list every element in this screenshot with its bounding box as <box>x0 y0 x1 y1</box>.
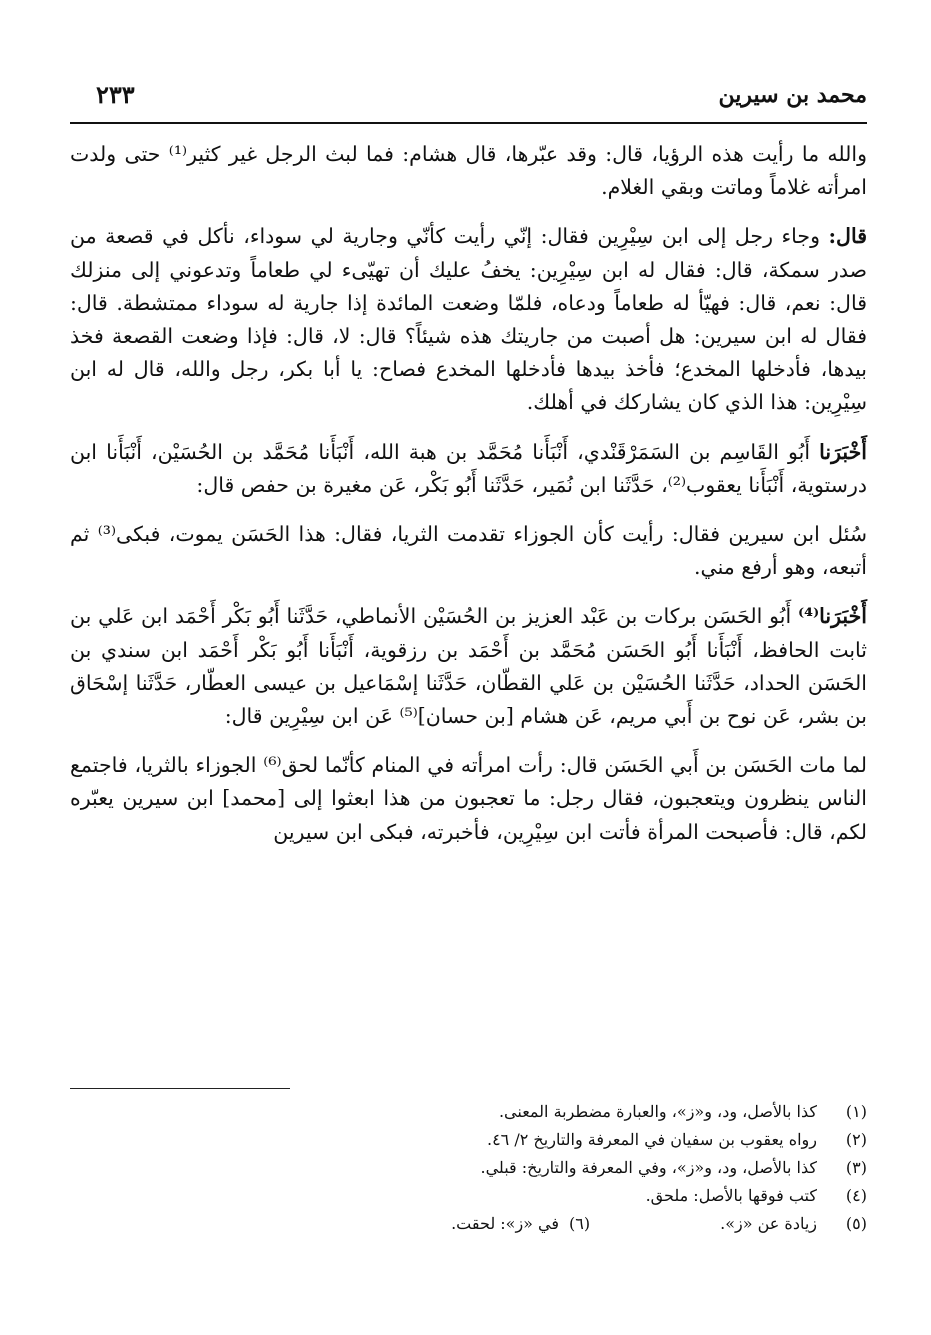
footnote <box>70 1126 867 1154</box>
paragraph-text: أَبُو القَاسِم بن السَمَرْقَنْدي، أَنْبَأَنا مُحَمَّد بن هبة الله، أَنْبَأَنا مُحَمَّد بن الحُسَيْن، أَنْبَأَنا ابن درستوية، أَنْبَأَنا يعقوب⁽²⁾، حَدَّثَنا ابن نُمَير، حَدَّثَنا أَبُو بَكْر، عَن مغيرة بن حفص قال: <box>70 439 867 497</box>
paragraph-text: سُئل ابن سيرين فقال: رأيت كأن الجوزاء تقدمت الثريا، فقال: هذا الحَسَن يموت، فبكى⁽³⁾ ثم أتبعه، وهو أرفع مني. <box>70 522 867 580</box>
footnote <box>451 1210 590 1238</box>
paragraph <box>70 220 867 419</box>
paragraph <box>70 518 867 584</box>
footnote <box>70 1182 867 1210</box>
footnote-number: (٣) <box>845 1158 867 1177</box>
footnote <box>720 1210 867 1238</box>
paragraph-text: لما مات الحَسَن بن أَبي الحَسَن قال: رأت امرأته في المنام كأنّما لحق⁽⁶⁾ الجوزاء بالثريا، فاجتمع الناس ينظرون ويتعجبون، فقال رجل: ما تعجبون من هذا ابعثوا إلى [محمد] ابن سيرين يعبّره لكم، قال: فأصبحت المرأة فأتت ابن سِيْرِين، فأخبرته، فبكى ابن سيرين <box>70 753 868 844</box>
footnote-text: كذا بالأصل، ود، و«ز»، والعبارة مضطربة المعنى. <box>498 1102 817 1121</box>
footnote-text: زيادة عن «ز». <box>720 1214 817 1233</box>
footnote <box>70 1154 867 1182</box>
paragraph-text: وجاء رجل إلى ابن سِيْرِين فقال: إنّي رأيت كأنّي وجارية لي سوداء، نأكل في قصعة من صدر سمكة، قال: فقال له ابن سِيْرِين: يخفُ عليك أن تهيّىء لي طعاماً وتدعوني إلى منزلك قال: نعم، قال: فهيّأ له طعاماً ودعاه، فلمّا وضعت المائدة إذا جارية له سوداء ممتشطة. قال: فقال له ابن سيرين: هل أصبت من جاريتك هذه شيئاً؟ قال: لا، قال: فإذا وضعت القصعة فخذ بيدها، فأدخلها المخدع؛ فأخذ بيدها فأدخلها المخدع فصاح: يا أبا بكر، رجل والله، قال له ابن سِيْرِين: هذا الذي كان يشاركك في أهلك. <box>70 224 867 415</box>
footnote-number: (٥) <box>845 1214 867 1233</box>
paragraph <box>70 436 867 502</box>
footnote-number: (٤) <box>845 1186 867 1205</box>
footnote-number: (٦) <box>569 1214 591 1233</box>
paragraph <box>70 138 867 204</box>
footnote-divider <box>70 1088 290 1089</box>
paragraph-text: والله ما رأيت هذه الرؤيا، قال: وقد عبّرها، قال هشام: فما لبث الرجل غير كثير⁽¹⁾ حتى ولدت امرأته غلاماً وماتت وبقي الغلام. <box>70 142 868 200</box>
footnote <box>70 1098 867 1126</box>
footnote-pair <box>70 1210 867 1238</box>
running-title: محمد بن سيرين <box>718 82 867 108</box>
footnote-text: رواه يعقوب بن سفيان في المعرفة والتاريخ ٢/ ٤٦. <box>486 1130 817 1149</box>
footnote-text: كذا بالأصل، ود، و«ز»، وفي المعرفة والتاريخ: قبلي. <box>480 1158 817 1177</box>
footnote-number: (١) <box>845 1102 867 1121</box>
paragraph <box>70 749 867 849</box>
paragraph <box>70 600 867 733</box>
paragraph-lead: أَخْبَرَنا <box>819 439 867 464</box>
page-header <box>70 72 867 124</box>
main-text <box>70 138 867 865</box>
paragraph-lead: قال: <box>828 224 867 249</box>
page-number: ٢٣٣ <box>96 80 135 109</box>
paragraph-text: أَبُو الحَسَن بركات بن عَبْد العزيز بن الحُسَيْن الأنماطي، حَدَّثَنا أَبُو بَكْر أَحْمَد ابن عَلي بن ثابت الحافظ، أَنْبَأَنا أَبُو الحَسَن مُحَمَّد بن أَحْمَد بن رزقوية، أَنْبَأَنا أَبُو بَكْر أَحْمَد ابن سندي بن الحَسَن الحداد، حَدَّثَنا الحُسَيْن بن عَلي القطّان، حَدَّثَنا إسْمَاعيل بن عيسى العطّار، حَدَّثَنا إسْحَاق بن بشر، عَن نوح بن أَبي مريم، عَن هشام [بن حسان]⁽⁵⁾ عَن ابن سِيْرِين قال: <box>70 604 867 729</box>
paragraph-lead: أَخْبَرَنا⁽⁴⁾ <box>797 604 867 629</box>
footnotes <box>70 1098 867 1238</box>
footnote-text: كتب فوقها بالأصل: ملحق. <box>645 1186 817 1205</box>
footnote-text: في «ز»: لحقت. <box>451 1214 560 1233</box>
footnote-number: (٢) <box>845 1130 867 1149</box>
